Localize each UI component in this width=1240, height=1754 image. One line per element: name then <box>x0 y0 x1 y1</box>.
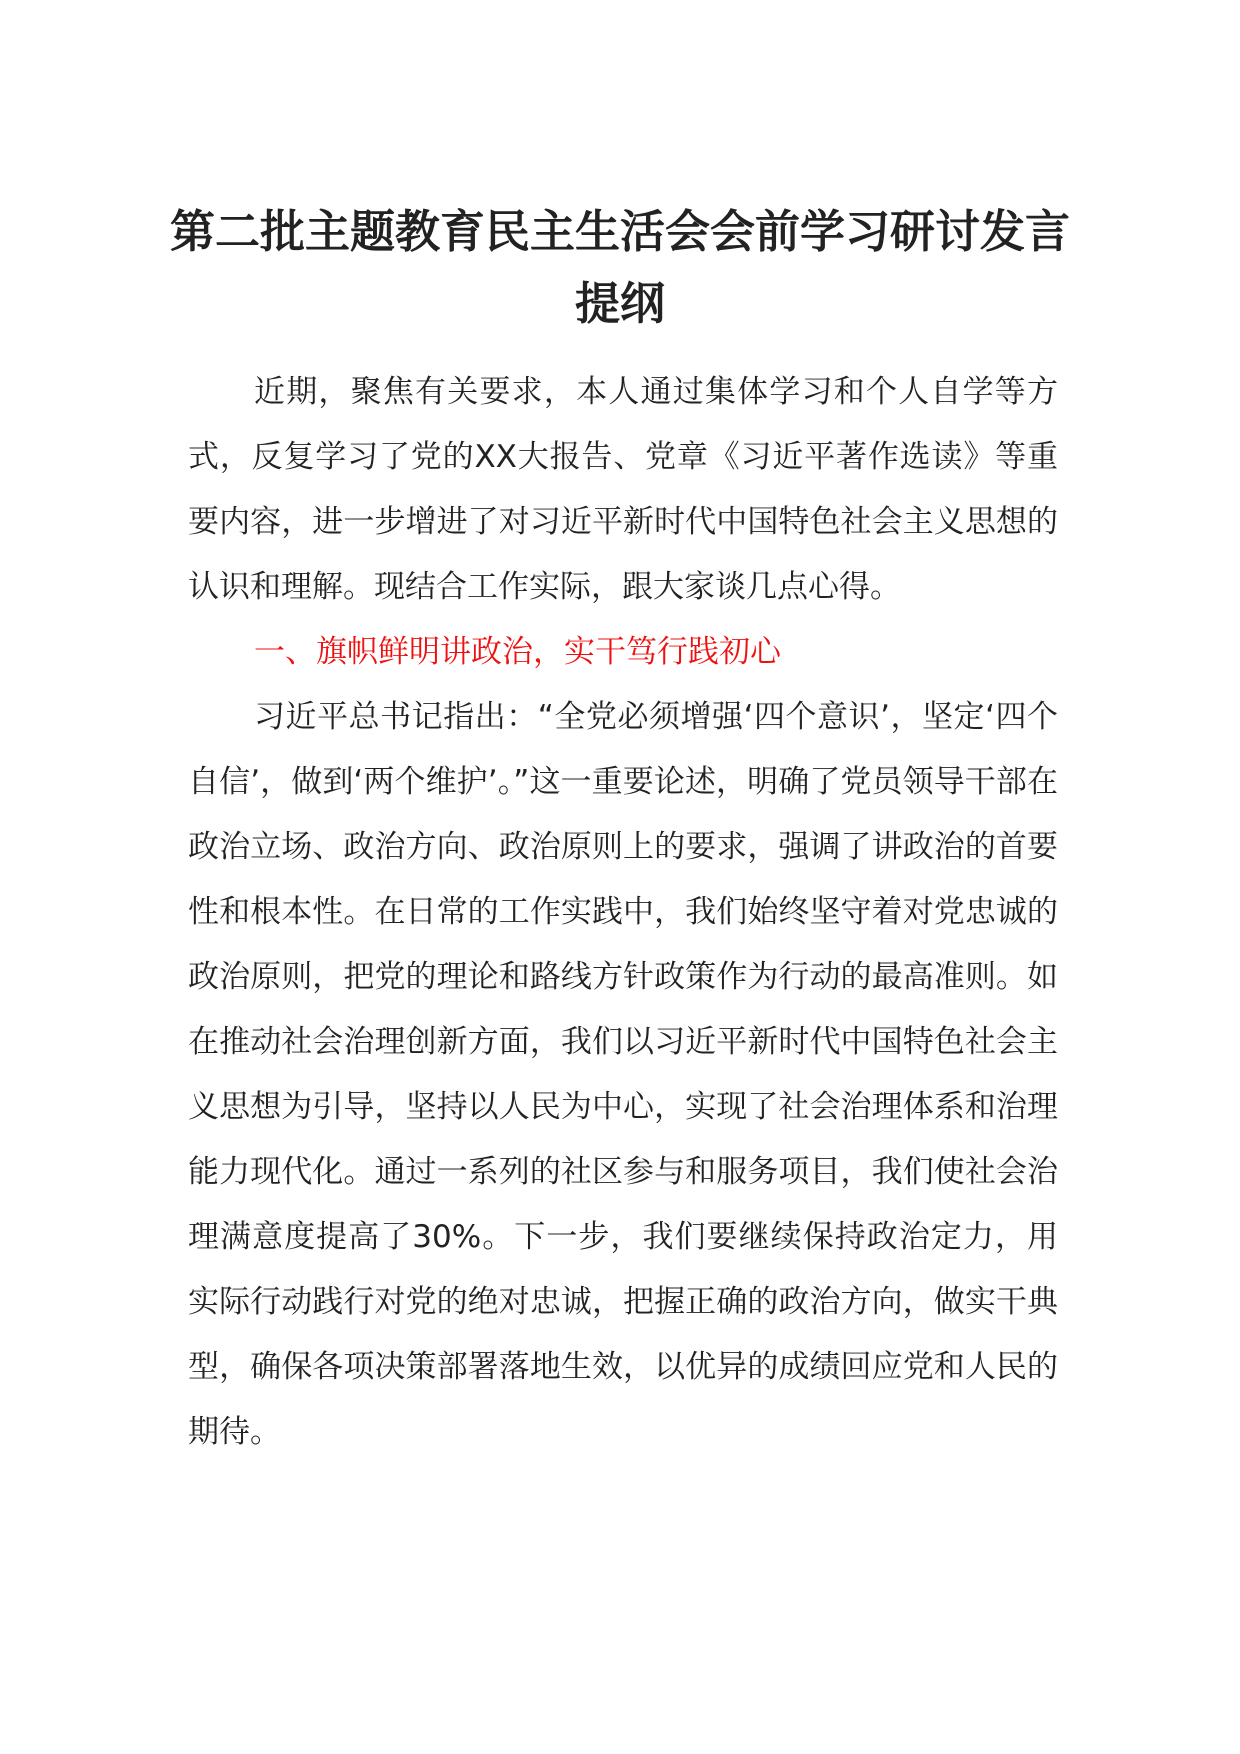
intro-paragraph: 近期，聚焦有关要求，本人通过集体学习和个人自学等方式，反复学习了党的XX大报告、党章《习近平著作选读》等重要内容，进一步增进了对习近平新时代中国特色社会主义思想的认识和理解。现结合工作实际，跟大家谈几点心得。 <box>188 374 1058 605</box>
document-title: 第二批主题教育民主生活会会前学习研讨发言提纲 <box>169 205 1070 330</box>
section-body-1: 习近平总书记指出：“全党必须增强‘四个意识’，坚定‘四个自信’，做到‘两个维护’。”这一重要论述，明确了党员领导干部在政治立场、政治方向、政治原则上的要求，强调了讲政治的首要性和根本性。在日常的工作实践中，我们始终坚守着对党忠诚的政治原则，把党的理论和路线方针政策作为行动的最高准则。如在推动社会治理创新方面，我们以习近平新时代中国特色社会主义思想为引导，坚持以人民为中心，实现了社会治理体系和治理能力现代化。通过一系列的社区参与和服务项目，我们使社会治理满意度提高了30%。下一步，我们要继续保持政治定力，用实际行动践行对党的绝对忠诚，把握正确的政治方向，做实干典型，确保各项决策部署落地生效，以优异的成绩回应党和人民的期待。 <box>188 699 1058 1450</box>
section-heading-1: 一、旗帜鲜明讲政治，实干笃行践初心 <box>254 634 781 670</box>
